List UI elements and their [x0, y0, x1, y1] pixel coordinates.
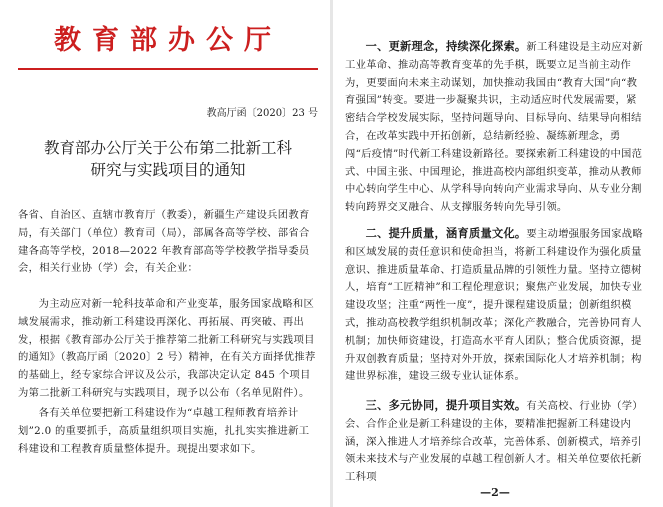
notice-title — [18, 137, 318, 181]
page-number: —2— — [480, 486, 510, 499]
section-1-paragraph — [345, 38, 645, 217]
section-1-body: 新工科建设是主动应对新工业革命、推动高等教育变革的先手棋，既要立足当前主动作为，更要面向未来主动谋划，加快推动我国由“教育大国”向“教育强国”转变。要进一步凝聚共识，主动适应时代发展需要，紧密结合学校发展实际，坚持问题导向、目标导向、结果导向相结合，在改革实践中开拓创新，总结新经验、凝练新理念，勇闯“后疫情”时代新工科建设新路径。要探索新工科建设的中国范式、中国主张、中国理论，推进高校内部组织变革，推动从教师中心转向学生中心、从学科导向转向产业需求导向、从专业分割转向跨界交叉融合、从支撑服务转向先导引领。 — [345, 41, 643, 214]
document-number: 教高厅函〔2020〕23 号 — [206, 108, 318, 119]
intro-paragraph: 为主动应对新一轮科技革命和产业变革，服务国家战略和区域发展需求，推动新工科建设再深化、再拓展、再突破、再出发，根据《教育部办公厅关于推荐第二批新工科研究与实践项目的通知》（教高厅函〔2020〕2 号）精神，在有关方面择优推荐的基础上，经专家综合评议及公示，我部决定认定 845 个项目为第二批新工科研究与实践项目，现予以公布（名单见附件）。 — [18, 298, 316, 399]
section-2-body: 要主动增强服务国家战略和区域发展的责任意识和使命担当，将新工科建设作为强化质量意识、推进质量革命、打造质量品牌的引领性力量。坚持立德树人，培育“工匠精神”和工程伦理意识；聚焦产业发展，加快专业建设攻坚；注重“两性一度”，提升课程建设质量；创新组织模式，推动高校教学组织机制改革；深化产教融合，完善协同育人机制；加快师资建设，打造高水平育人团队；整合优质资源，提升双创教育质量；坚持对外开放，探索国际化人才培养机制；构建世界标准，建设三级专业认证体系。 — [345, 228, 643, 383]
notice-title-line-2: 研究与实践项目的通知 — [90, 161, 246, 179]
section-3-heading: 三、多元协同，提升项目实效。 — [365, 398, 527, 412]
notice-title-line-1: 教育部办公厅关于公布第二批新工科 — [43, 139, 292, 157]
addressee-paragraph: 各省、自治区、直辖市教育厅（教委），新疆生产建设兵团教育局，有关部门（单位）教育司（局），部属各高等学校、部省合建各高等学校，2018—2022 年教育部高等学校教学指导委员会，相关行业协（学）会，有关企业： — [18, 209, 310, 275]
letterhead-red-rule — [18, 68, 318, 70]
page-gutter — [330, 0, 333, 507]
section-2-paragraph — [345, 225, 645, 386]
requirements-intro-paragraph: 各有关单位要把新工科建设作为“卓越工程师教育培养计划”2.0 的重要抓手，高质量组织项目实施，扎扎实实推进新工科建设和工程教育质量整体提升。现提出要求如下。 — [18, 407, 310, 455]
section-3-paragraph — [345, 397, 645, 487]
section-3-body: 有关高校、行业协（学）会、合作企业是新工科建设的主体，要精准把握新工科建设内涵，深入推进人才培养综合改革，完善体系、创新模式，培养引领未来技术与产业发展的卓越工程创新人才。相关单位要依托新工科项 — [345, 400, 643, 484]
section-2-heading: 二、提升质量，涵育质量文化。 — [365, 226, 527, 240]
office-letterhead: 教育部办公厅 — [54, 25, 282, 56]
section-1-heading: 一、更新理念，持续深化探索。 — [365, 39, 527, 53]
